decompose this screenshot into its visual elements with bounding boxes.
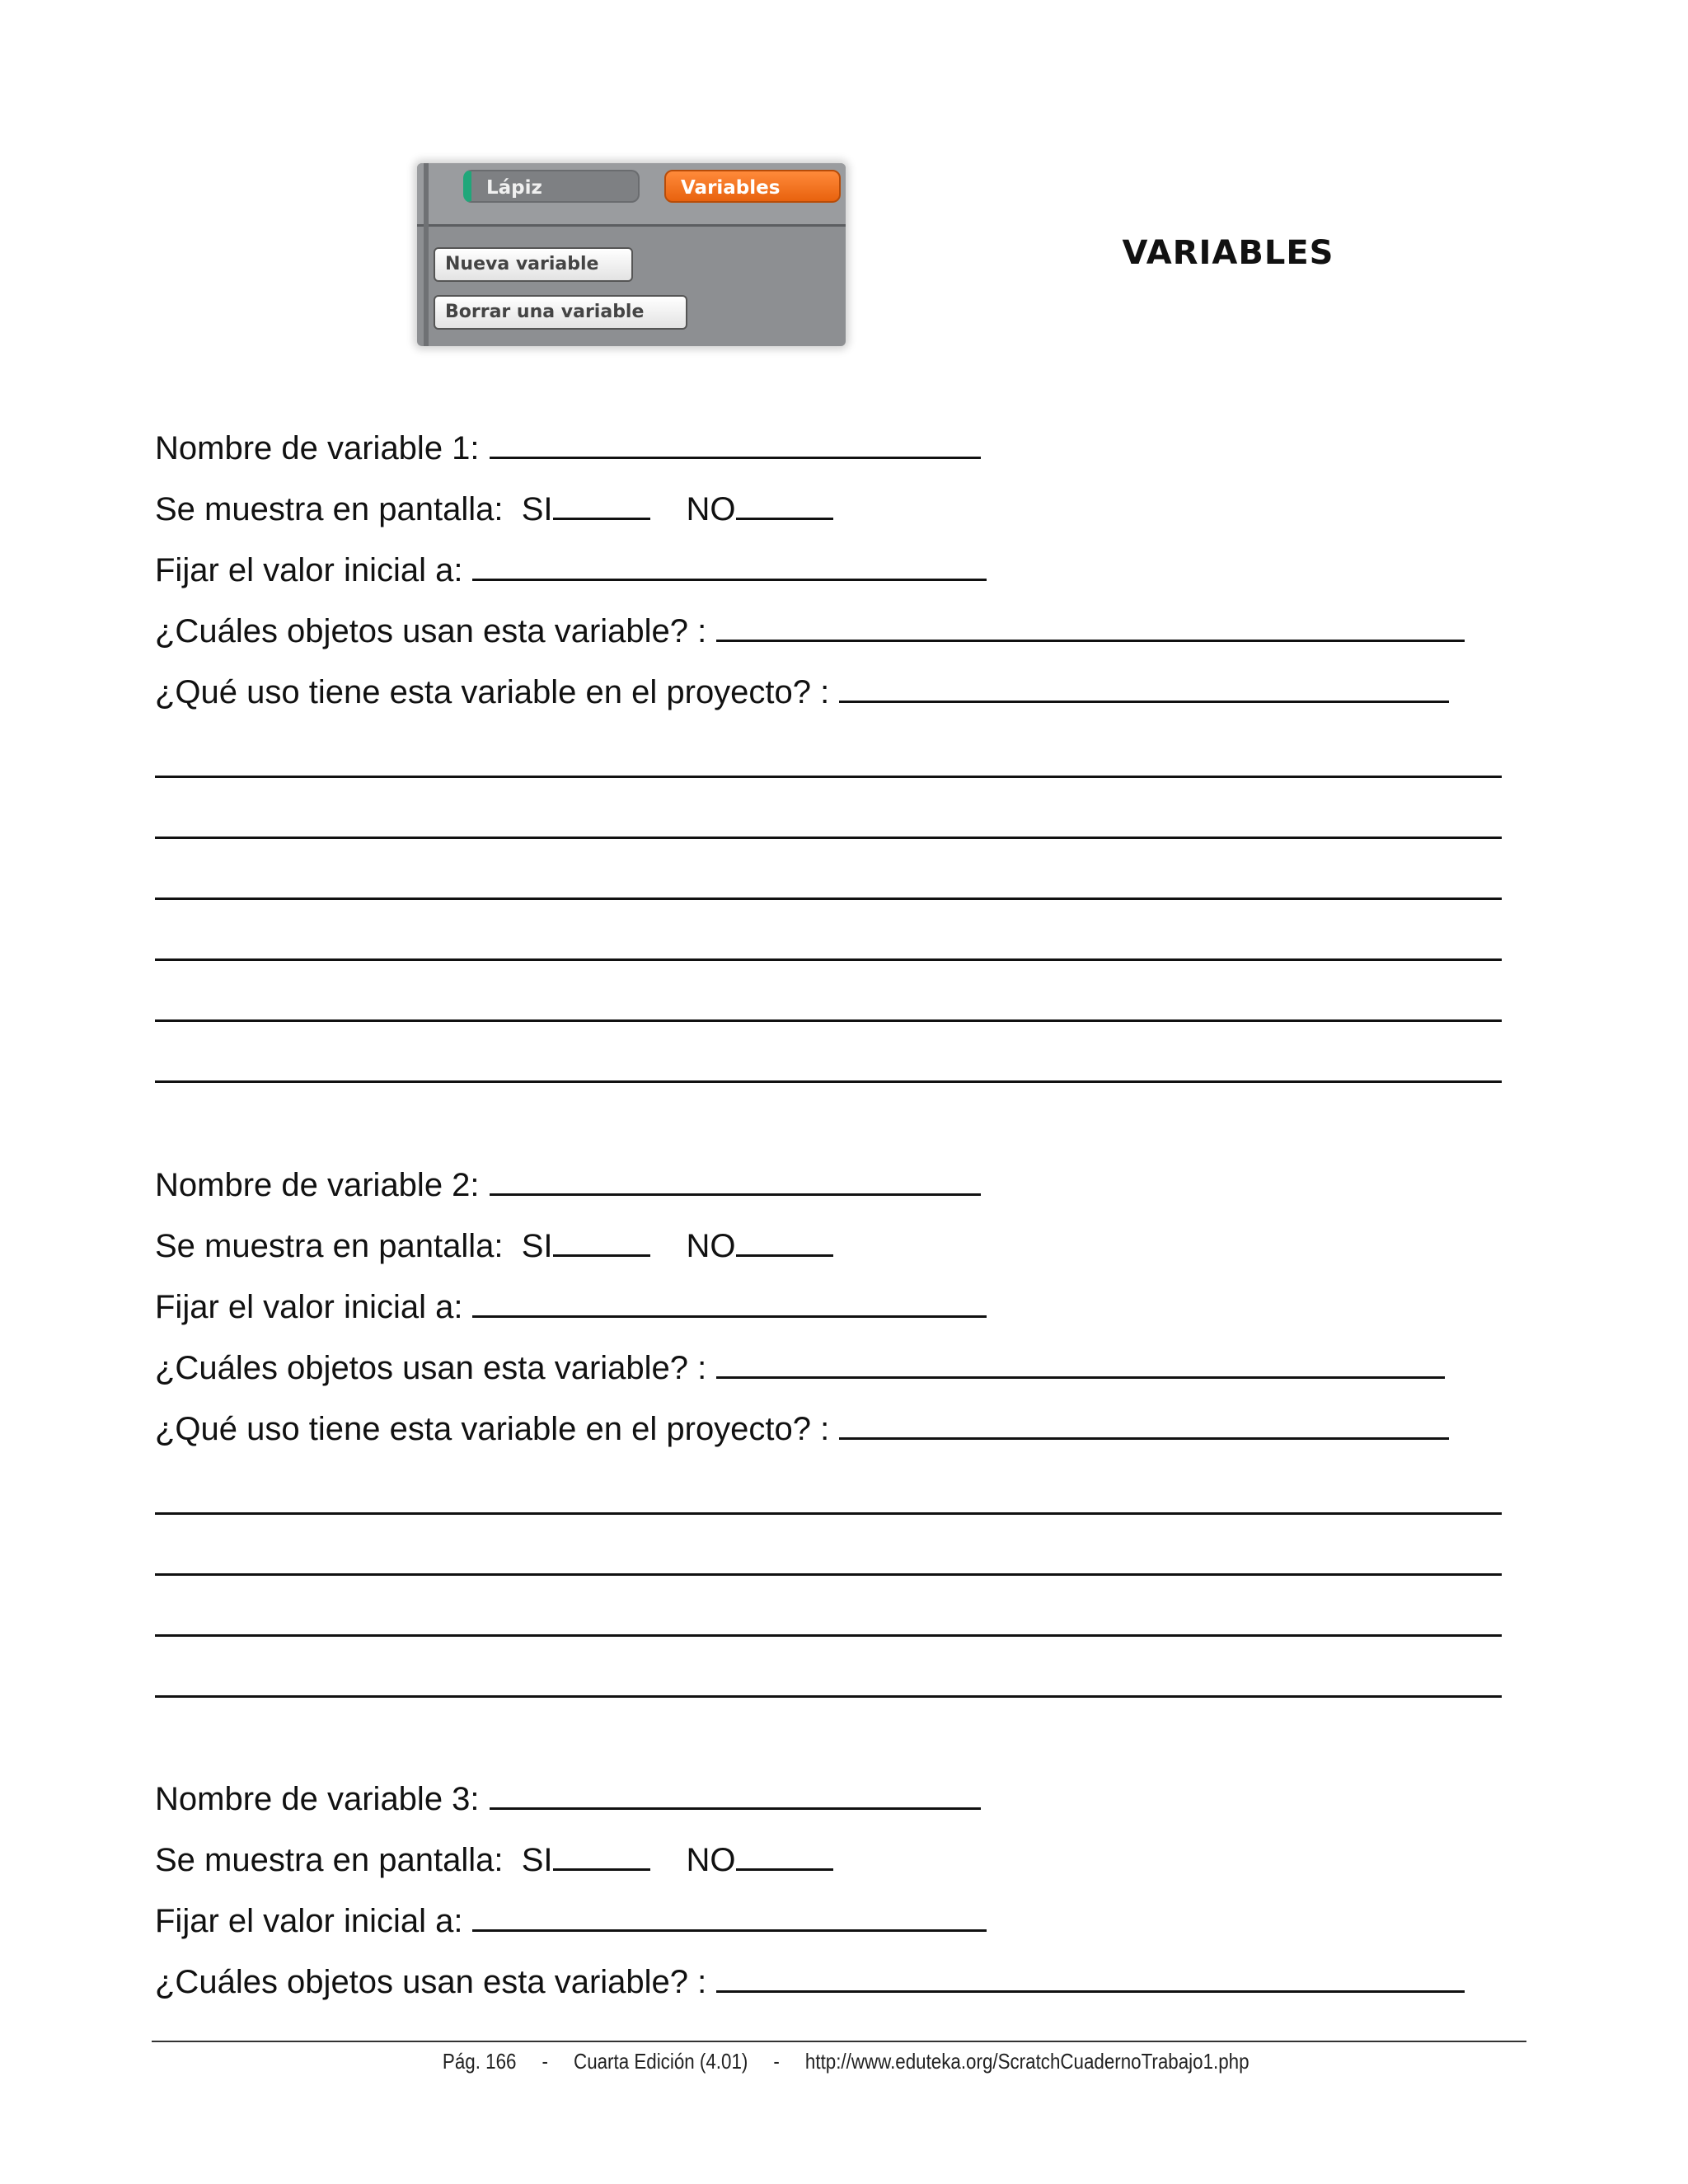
variable-1-name-row [155, 427, 981, 468]
scratch-variables-palette [417, 163, 846, 346]
use-label: ¿Qué uso tiene esta variable en el proyecto? : [155, 674, 830, 710]
variable-name-blank[interactable] [490, 1778, 981, 1810]
yes-blank[interactable] [553, 1225, 650, 1257]
initial-value-label: Fijar el valor inicial a: [155, 552, 463, 588]
objects-label: ¿Cuáles objetos usan esta variable? : [155, 1964, 707, 2000]
footer-edition: Cuarta Edición (4.01) [574, 2049, 748, 2074]
variable-3-objects-row [155, 1961, 1465, 2002]
palette-edge [424, 163, 429, 346]
variable-2-shown-row [155, 1225, 833, 1266]
use-label: ¿Qué uso tiene esta variable en el proyecto? : [155, 1411, 830, 1447]
footer-page-number: Pág. 166 [442, 2049, 517, 2074]
variable-1-objects-row [155, 610, 1465, 651]
footer-divider [152, 2041, 1526, 2042]
variable-3-initial-row [155, 1900, 987, 1941]
answer-line[interactable] [155, 1019, 1502, 1022]
no-label: NO [686, 1842, 736, 1878]
objects-blank[interactable] [716, 610, 1465, 642]
initial-value-blank[interactable] [472, 1286, 987, 1318]
variable-2-use-row [155, 1408, 1449, 1449]
objects-label: ¿Cuáles objetos usan esta variable? : [155, 613, 707, 649]
variable-2-objects-row [155, 1347, 1445, 1388]
no-blank[interactable] [736, 1225, 833, 1257]
shown-label: Se muestra en pantalla: [155, 1842, 504, 1878]
footer-separator: - [773, 2049, 780, 2074]
answer-line[interactable] [155, 1573, 1502, 1576]
variable-2-initial-row [155, 1286, 987, 1327]
objects-label: ¿Cuáles objetos usan esta variable? : [155, 1350, 707, 1386]
footer-url[interactable]: http://www.eduteka.org/ScratchCuadernoTrabajo1.php [804, 2049, 1250, 2074]
answer-line[interactable] [155, 1695, 1502, 1698]
yes-label: SI [521, 491, 553, 527]
answer-line[interactable] [155, 958, 1502, 961]
variable-1-shown-row [155, 488, 833, 529]
yes-label: SI [521, 1842, 553, 1878]
yes-blank[interactable] [553, 1839, 650, 1871]
variable-name-label: Nombre de variable 2: [155, 1167, 480, 1203]
variable-3-name-row [155, 1778, 981, 1819]
answer-line[interactable] [155, 776, 1502, 778]
footer-separator: - [542, 2049, 548, 2074]
tab-pen[interactable]: Lápiz [463, 170, 640, 203]
yes-label: SI [521, 1228, 553, 1264]
shown-label: Se muestra en pantalla: [155, 1228, 504, 1264]
answer-line[interactable] [155, 1634, 1502, 1637]
no-label: NO [686, 1228, 736, 1264]
objects-blank[interactable] [716, 1961, 1465, 1993]
no-blank[interactable] [736, 488, 833, 520]
variable-3-shown-row [155, 1839, 833, 1880]
variable-name-label: Nombre de variable 3: [155, 1781, 480, 1817]
initial-value-label: Fijar el valor inicial a: [155, 1289, 463, 1325]
answer-line[interactable] [155, 1080, 1502, 1083]
variable-name-blank[interactable] [490, 427, 981, 459]
page-footer [120, 2049, 1572, 2074]
answer-line[interactable] [155, 1512, 1502, 1515]
variable-1-use-row [155, 671, 1449, 712]
page-title: VARIABLES [1122, 234, 1334, 272]
variable-name-blank[interactable] [490, 1164, 981, 1196]
delete-variable-button[interactable]: Borrar una variable [434, 295, 687, 330]
use-blank[interactable] [839, 1408, 1449, 1440]
new-variable-button[interactable]: Nueva variable [434, 247, 633, 282]
initial-value-label: Fijar el valor inicial a: [155, 1903, 463, 1939]
initial-value-blank[interactable] [472, 549, 987, 581]
initial-value-blank[interactable] [472, 1900, 987, 1932]
no-blank[interactable] [736, 1839, 833, 1871]
answer-line[interactable] [155, 898, 1502, 900]
variable-2-name-row [155, 1164, 981, 1205]
variable-1-initial-row [155, 549, 987, 590]
shown-label: Se muestra en pantalla: [155, 491, 504, 527]
yes-blank[interactable] [553, 488, 650, 520]
answer-line[interactable] [155, 837, 1502, 839]
variable-name-label: Nombre de variable 1: [155, 430, 480, 466]
no-label: NO [686, 491, 736, 527]
objects-blank[interactable] [716, 1347, 1445, 1379]
use-blank[interactable] [839, 671, 1449, 703]
tab-variables[interactable]: Variables [664, 170, 841, 203]
